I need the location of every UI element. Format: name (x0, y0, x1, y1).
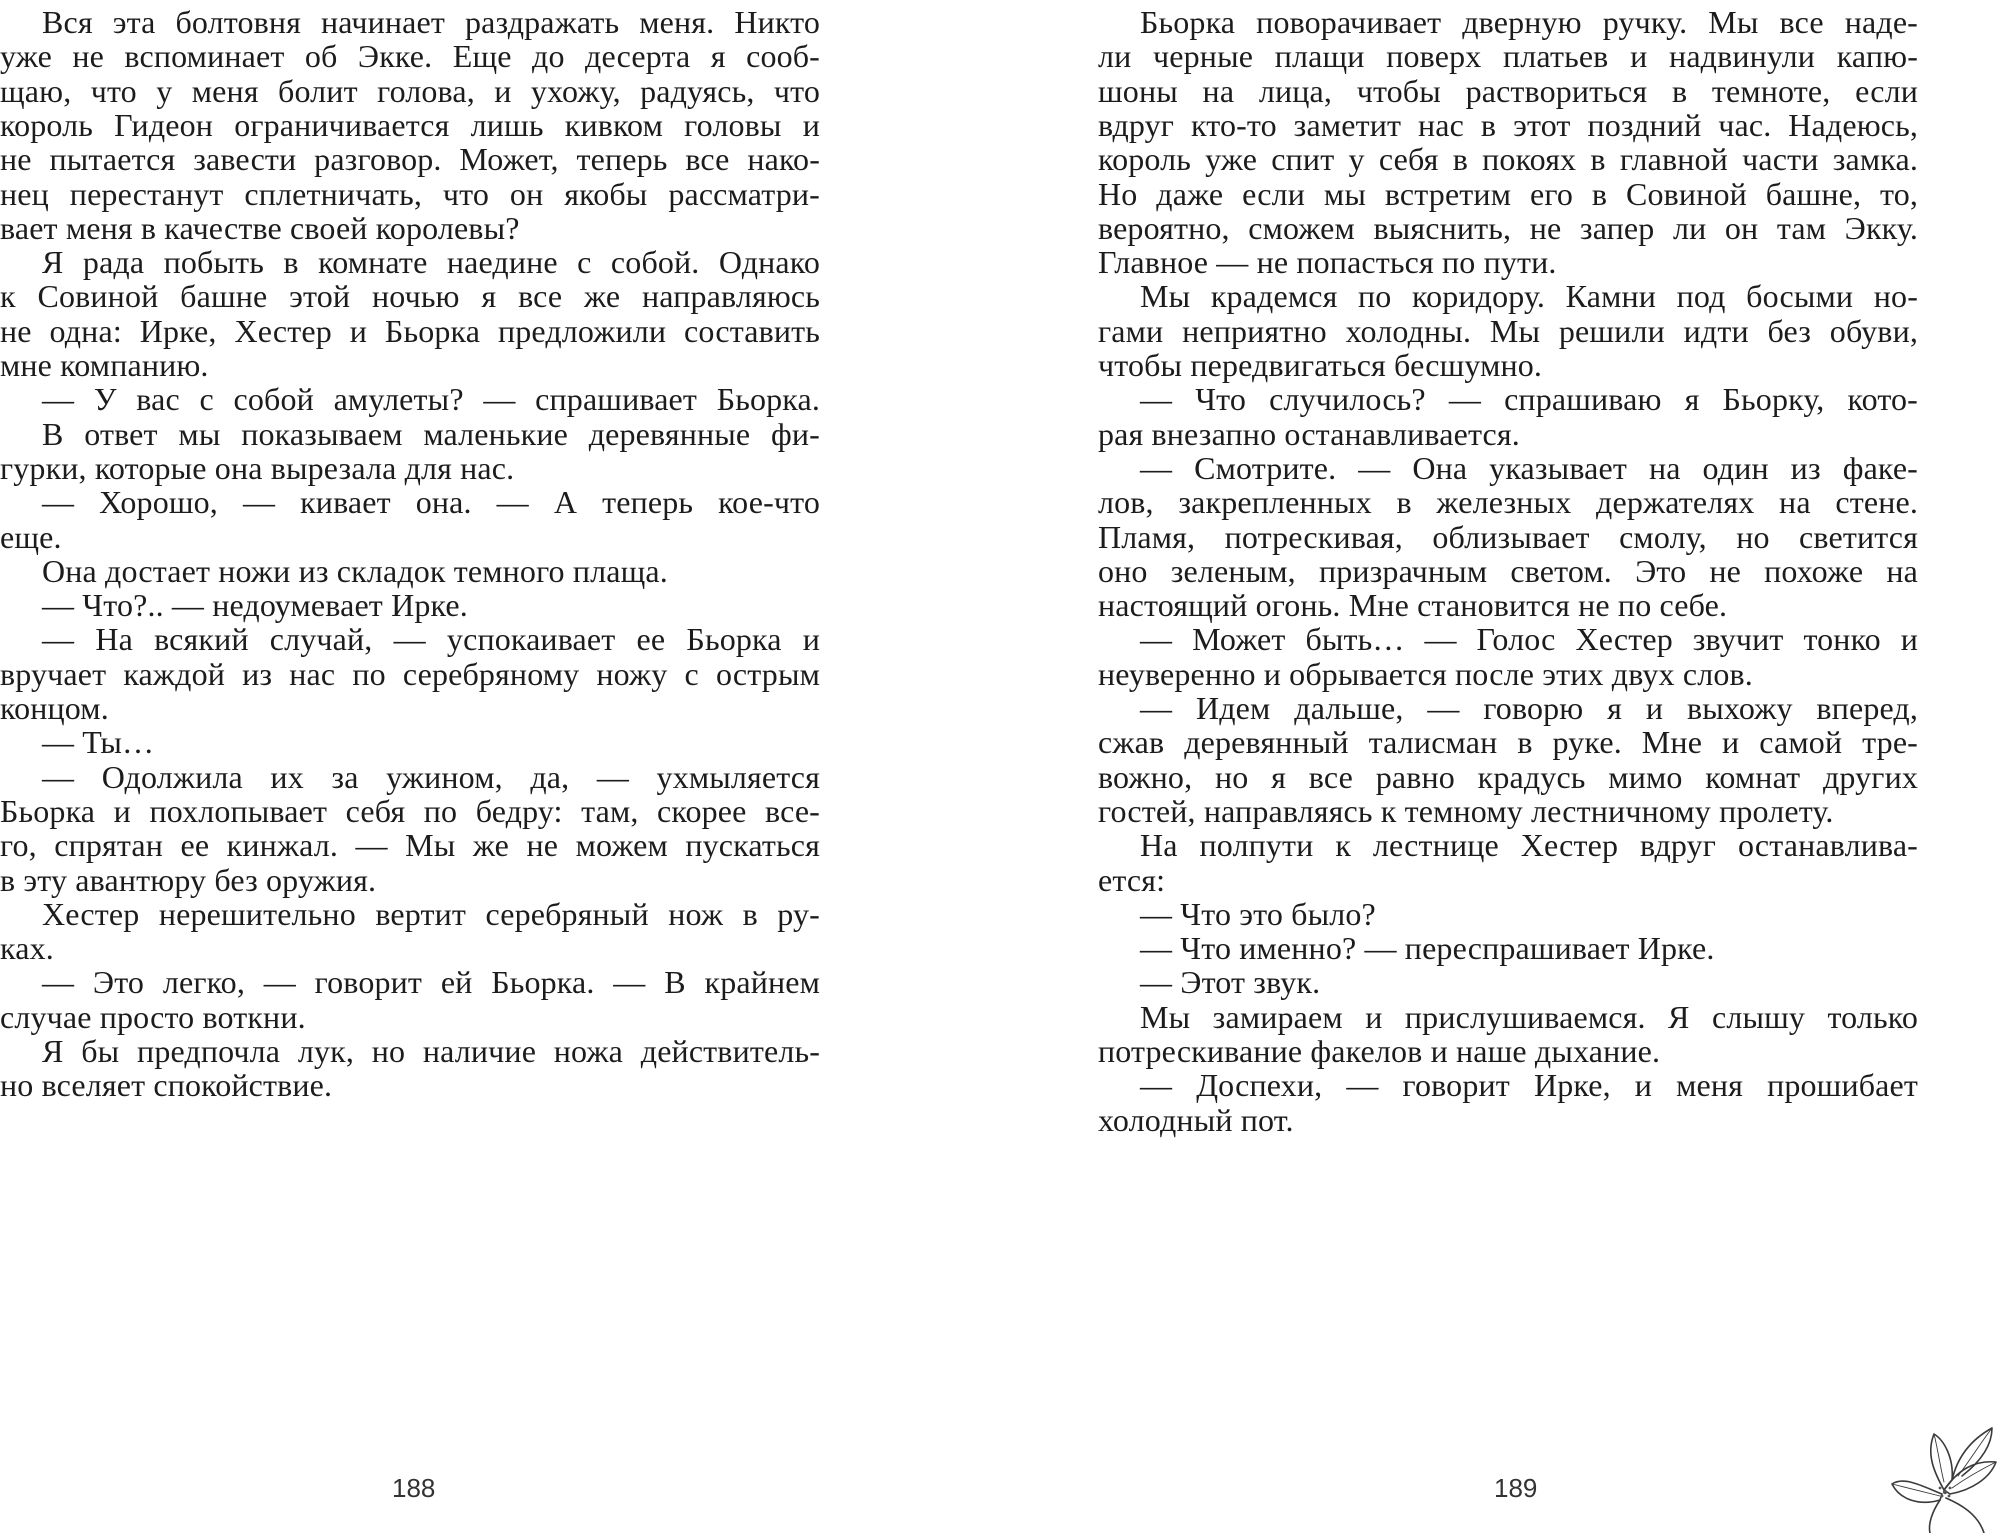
text-line: но вселяет спокойствие. (0, 1067, 333, 1104)
text-line: в эту авантюру без оружия. (0, 861, 377, 898)
text-line: гами неприятно холодны. Мы решили идти без обуви, (1098, 312, 1918, 349)
left-page (0, 0, 820, 1533)
text-line: рая внезапно останавливается. (1098, 415, 1520, 452)
text-line: — На всякий случай, — успокаивает ее Бьорка и (42, 621, 820, 658)
text-line: — Хорошо, — кивает она. — А теперь кое-что (42, 484, 820, 521)
text-line: концом. (0, 690, 109, 726)
text-line: Мы замираем и прислушиваемся. Я слышу только (1140, 998, 1918, 1035)
text-line: — Что случилось? — спрашиваю я Бьорку, кото- (1140, 381, 1918, 418)
text-line: Но даже если мы встретим его в Совиной башне, то, (1098, 175, 1918, 212)
text-line: — Доспехи, — говорит Ирке, и меня прошибает (1140, 1067, 1918, 1104)
text-line: — Это легко, — говорит ей Бьорка. — В крайнем (42, 964, 820, 1001)
text-line: ется: (1098, 861, 1166, 898)
text-line: го, спрятан ее кинжал. — Мы же не можем пускаться (0, 827, 820, 864)
text-line: — Ты… (42, 724, 155, 761)
text-line: Я бы предпочла лук, но наличие ножа действитель- (42, 1033, 820, 1069)
text-line: нец перестанут сплетничать, что он якобы рассматри- (0, 175, 820, 212)
text-line: настоящий огонь. Мне становится не по себе. (1098, 587, 1728, 624)
page-number-right: 189 (1494, 1473, 1538, 1503)
text-line: гурки, которые она вырезала для нас. (0, 449, 515, 486)
text-line: вручает каждой из нас по серебряному ножу с острым (0, 655, 820, 692)
text-line: Мы крадемся по коридору. Камни под босыми но- (1140, 278, 1918, 315)
text-line: — Что?.. — недоумевает Ирке. (42, 587, 468, 624)
text-line: Она достает ножи из складок темного плаща. (42, 552, 668, 589)
text-line: Хестер нерешительно вертит серебряный нож в ру- (42, 895, 820, 932)
text-line: — У вас с собой амулеты? — спрашивает Бьорка. (42, 381, 820, 418)
text-line: уже не вспоминает об Экке. Еще до десерта я сооб- (0, 38, 820, 75)
text-line: мне компанию. (0, 347, 209, 383)
text-line: — Смотрите. — Она указывает на один из факе- (1140, 449, 1918, 486)
text-line: не одна: Ирке, Хестер и Бьорка предложили составить (0, 312, 820, 349)
text-line: еще. (0, 518, 62, 555)
flower-illustration-icon (1882, 1420, 2000, 1533)
text-line: лов, закрепленных в железных держателях на стене. (1098, 484, 1918, 521)
text-line: сжав деревянный талисман в руке. Мне и самой тре- (1098, 724, 1918, 761)
text-line: В ответ мы показываем маленькие деревянные фи- (42, 415, 820, 452)
text-line: — Этот звук. (1140, 964, 1321, 1001)
text-line: вероятно, сможем выяснить, не запер ли он там Экку. (1098, 209, 1918, 246)
text-line: король Гидеон ограничивается лишь кивком головы и (0, 106, 820, 143)
page-number-left: 188 (392, 1473, 436, 1503)
right-page (1098, 0, 1918, 1533)
text-line: не пытается завести разговор. Может, теперь все нако- (0, 141, 820, 178)
text-line: к Совиной башне этой ночью я все же направляюсь (0, 278, 820, 315)
text-line: — Что это было? (1140, 895, 1376, 932)
text-line: случае просто воткни. (0, 998, 306, 1035)
text-line: король уже спит у себя в покоях в главной части замка. (1098, 141, 1918, 178)
text-line: щаю, что у меня болит голова, и ухожу, радуясь, что (0, 72, 820, 109)
text-line: чтобы передвигаться бесшумно. (1098, 347, 1543, 383)
text-line: Пламя, потрескивая, облизывает смолу, но светится (1098, 518, 1918, 555)
text-line: гостей, направляясь к темному лестничному пролету. (1098, 792, 1834, 829)
text-line: ках. (0, 930, 54, 967)
text-line: — Идем дальше, — говорю я и выхожу вперед, (1140, 690, 1918, 726)
text-line: Главное — не попасться по пути. (1098, 244, 1557, 281)
text-line: вдруг кто-то заметит нас в этот поздний час. Надеюсь, (1098, 106, 1918, 143)
text-line: Бьорка поворачивает дверную ручку. Мы все наде- (1140, 4, 1918, 40)
text-line: — Что именно? — переспрашивает Ирке. (1140, 930, 1715, 967)
text-line: Вся эта болтовня начинает раздражать меня. Никто (42, 4, 820, 40)
text-line: вает меня в качестве своей королевы? (0, 209, 520, 246)
text-line: оно зеленым, призрачным светом. Это не похоже на (1098, 552, 1918, 589)
text-line: вожно, но я все равно крадусь мимо комнат других (1098, 758, 1918, 795)
text-line: шоны на лица, чтобы раствориться в темноте, если (1098, 72, 1918, 109)
text-line: — Одолжила их за ужином, да, — ухмыляется (42, 758, 820, 795)
text-line: ли черные плащи поверх платьев и надвинули капю- (1098, 38, 1918, 75)
text-line: неуверенно и обрывается после этих двух слов. (1098, 655, 1753, 692)
text-line: потрескивание факелов и наше дыхание. (1098, 1033, 1661, 1069)
text-line: На полпути к лестнице Хестер вдруг останавлива- (1140, 827, 1918, 864)
text-line: холодный пот. (1098, 1101, 1294, 1138)
text-line: — Может быть… — Голос Хестер звучит тонко и (1140, 621, 1918, 658)
text-line: Я рада побыть в комнате наедине с собой. Однако (42, 244, 820, 281)
text-line: Бьорка и похлопывает себя по бедру: там, скорее все- (0, 792, 820, 829)
